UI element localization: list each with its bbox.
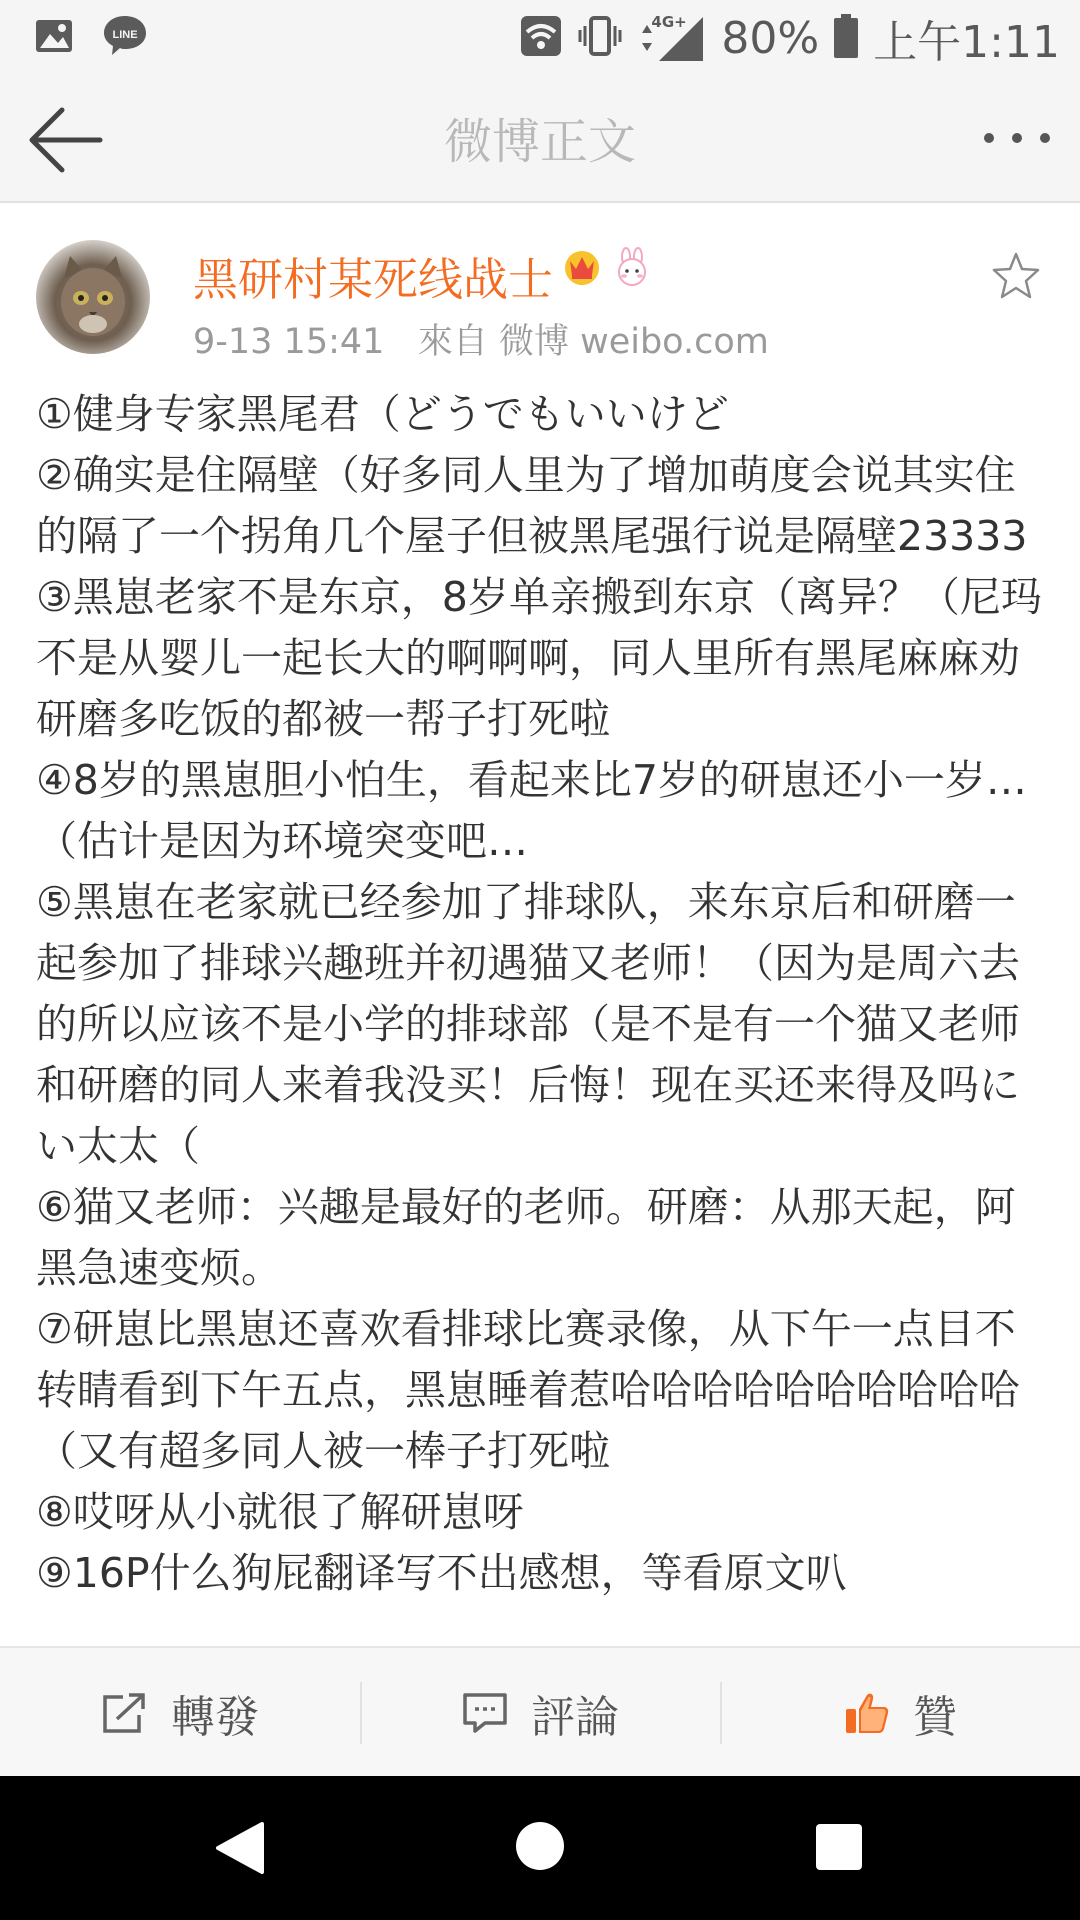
username[interactable]: 黑研村某死线战士: [193, 253, 554, 306]
post-body: [36, 384, 1046, 1646]
action-bar: [0, 1646, 1080, 1778]
post-source: 來自 微博 weibo.com: [417, 322, 769, 362]
post-meta: [193, 314, 769, 364]
nav-recents-icon[interactable]: [816, 1824, 862, 1870]
comment-button[interactable]: [360, 1648, 720, 1778]
network-type-label: 4G+: [651, 13, 687, 31]
user-badges: [562, 247, 652, 291]
clock: 上午1:11: [873, 17, 1060, 68]
comment-icon: [461, 1691, 509, 1735]
svg-text:LINE: LINE: [112, 29, 138, 41]
signal-icon: [637, 13, 707, 63]
post-paragraph: ②确实是住隔壁（好多同人里为了增加萌度会说其实住的隔了一个拐角几个屋子但被黑尾强行说是隔壁23333: [36, 451, 1028, 560]
repost-icon: [101, 1691, 149, 1735]
comment-label: 評論: [531, 1692, 619, 1743]
nav-home-icon[interactable]: [516, 1822, 564, 1870]
post-paragraph: ⑦研崽比黑崽还喜欢看排球比赛录像，从下午一点目不转睛看到下午五点，黑崽睡着惹哈哈哈哈哈哈哈哈哈哈（又有超多同人被一棒子打死啦: [36, 1305, 1020, 1475]
rabbit-badge-icon[interactable]: [612, 247, 652, 291]
wifi-icon: [519, 14, 563, 62]
repost-label: 轉發: [171, 1692, 259, 1743]
thumbs-up-icon: [843, 1689, 891, 1737]
like-button[interactable]: [720, 1648, 1080, 1778]
vibrate-icon: [577, 14, 623, 62]
line-app-icon: [102, 14, 148, 62]
cat-avatar-image: [36, 240, 150, 354]
more-options-icon[interactable]: [984, 133, 1050, 143]
post-paragraph: ⑨16P什么狗屁翻译写不出感想，等看原文叭: [36, 1549, 847, 1597]
favorite-star-icon[interactable]: [990, 250, 1042, 302]
like-label: 贊: [913, 1692, 957, 1743]
gallery-icon: [34, 16, 74, 60]
post-paragraph: ①健身专家黑尾君（どうでもいいけど: [36, 390, 729, 438]
system-navigation-bar: [0, 1776, 1080, 1920]
post-paragraph: ③黑崽老家不是东京，8岁单亲搬到东京（离异？（尼玛不是从婴儿一起长大的啊啊啊，同人里所有黑尾麻麻劝研磨多吃饭的都被一帮子打死啦: [36, 573, 1042, 743]
nav-back-icon[interactable]: [214, 1820, 266, 1876]
post-paragraph: ⑤黑崽在老家就已经参加了排球队，来东京后和研磨一起参加了排球兴趣班并初遇猫又老师！（因为是周六去的所以应该不是小学的排球部（是不是有一个猫又老师和研磨的同人来着我没买！后悔！现在买还来得及吗にい太太（: [36, 878, 1020, 1170]
post-paragraph: ⑧哎呀从小就很了解研崽呀: [36, 1488, 524, 1536]
status-bar: [0, 0, 1080, 75]
vip-crown-icon[interactable]: [562, 247, 602, 291]
battery-percent: 80%: [721, 12, 820, 64]
app-bar: [0, 75, 1080, 203]
post-timestamp: 9-13 15:41: [193, 322, 385, 362]
page-title: 微博正文: [443, 114, 636, 170]
avatar[interactable]: [36, 240, 150, 354]
battery-icon: [833, 13, 859, 63]
repost-button[interactable]: [0, 1648, 360, 1778]
post-paragraph: ④8岁的黑崽胆小怕生，看起来比7岁的研崽还小一岁…（估计是因为环境突变吧…: [36, 756, 1027, 865]
post-paragraph: ⑥猫又老师：兴趣是最好的老师。研磨：从那天起，阿黑急速变烦。: [36, 1183, 1016, 1292]
